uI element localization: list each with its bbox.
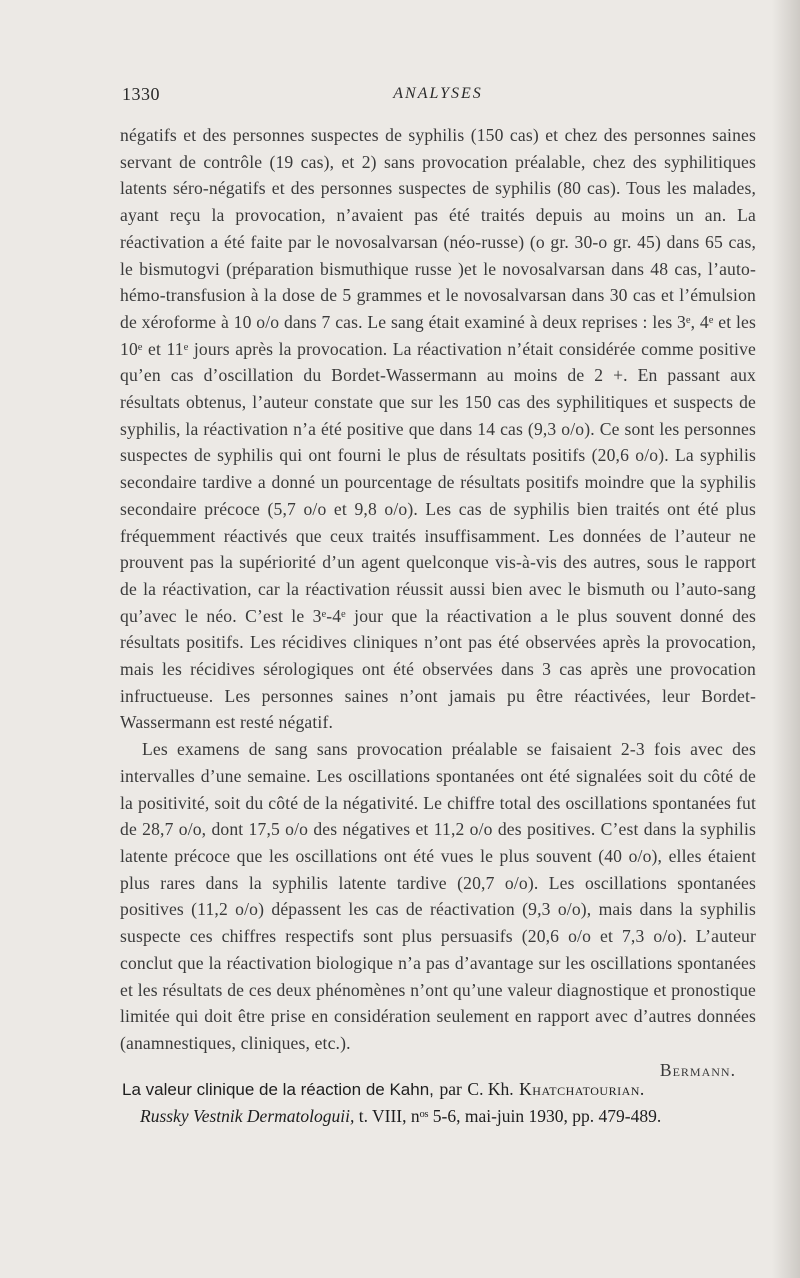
page-number: 1330	[122, 84, 160, 104]
author-signature: Bermann.	[659, 1059, 736, 1080]
article-body	[120, 122, 756, 1083]
bibliographic-reference	[122, 1076, 758, 1129]
paragraph: négatifs et des personnes suspectes de syphilis (150 cas) et chez des personnes saines servant de contrôle (19 cas), et 2) sans provocation préalable, chez des syphilitiques latents séro-négatifs et des personnes suspectes de syphilis (80 cas). Tous les malades, ayant reçu la provocation, n’avaient pas été traités depuis au moins un an. La réactivation a été faite par le novosalvarsan (néo-russe) (o gr. 30-o gr. 45) dans 65 cas, le bismutogvi (préparation bismuthique russe )et le novosalvarsan dans 48 cas, l’auto-hémo-transfusion à la dose de 5 grammes et le novosalvarsan dans 30 cas et l’émulsion de xéroforme à 10 o/o dans 7 cas. Le sang était examiné à deux reprises : les 3ᵉ, 4ᵉ et les 10ᵉ et 11ᵉ jours après la provocation. La réactivation n’était considérée comme positive qu’en cas d’oscillation du Bordet-Wassermann au moins de 2 +. En passant aux résultats obtenus, l’auteur constate que sur les 150 cas des syphilitiques et suspects de syphilis, la réactivation n’a été positive que dans 14 cas (9,3 o/o). Ce sont les personnes suspectes de syphilis qui ont fourni le plus de résultats positifs (20,6 o/o). La syphilis secondaire tardive a donné un pourcentage de résultats positifs moindre que la syphilis secondaire précoce (5,7 o/o et 9,8 o/o). Les cas de syphilis bien traités ont été plus fréquemment réactivés que ceux traités insuffisamment. Les données de l’auteur ne prouvent pas la supériorité d’un agent quelconque vis-à-vis des autres, sous le rapport de la réactivation, car la réactivation réussit aussi bien avec le bismuth ou l’auto-sang qu’avec le néo. C’est le 3ᵉ-4ᵉ jour que la réactivation a le plus souvent donné des résultats positifs. Les récidives cliniques n’ont pas été observées après la provocation, mais les récidives sérologiques ont été observées dans 3 cas après une provocation infructueuse. Les personnes saines n’ont jamais pu être réactivées, leur Bordet-Wassermann est resté négatif.	[120, 125, 756, 733]
reference-line-1	[122, 1076, 758, 1103]
running-title: ANALYSES	[393, 85, 483, 102]
paragraph: Les examens de sang sans provocation préalable se faisaient 2-3 fois avec des intervalles d’une semaine. Les oscillations spontanées ont été signalées soit du côté de la positivité, soit du côté de la négativité. Le chiffre total des oscillations spontanées fut de 28,7 o/o, dont 17,5 o/o des négatives et 11,2 o/o des positives. C’est dans la syphilis latente précoce que les oscillations ont été vues le plus souvent (40 o/o), elles étaient plus rares dans la syphilis latente tardive (20,7 o/o). Les oscillations spontanées positives (11,2 o/o) dépassent les cas de réactivation (9,3 o/o), mais dans la syphilis suspecte ces chiffres respectifs sont plus persuasifs (20,6 o/o et 7,3 o/o). L’auteur conclut que la réactivation biologique n’a pas d’avantage sur les oscillations spontanées et les résultats de ces deux phénomènes n’ont qu’une valeur diagnostique et pronostique limitée qui doit être prise en considération seulement en rapport avec d’autres données (anamnestiques, cliniques, etc.).	[120, 739, 756, 1053]
reference-title: La valeur clinique de la réaction de Kahn,	[122, 1080, 434, 1099]
reference-line-2	[122, 1103, 758, 1129]
reference-by: par	[439, 1079, 462, 1099]
reference-author-initials: C. Kh.	[467, 1079, 514, 1099]
page-edge-shadow	[772, 0, 800, 1278]
reference-author-surname: Khatchatourian.	[519, 1079, 645, 1099]
reference-journal: Russky Vestnik Dermatologuii,	[140, 1106, 355, 1126]
page-header	[122, 84, 754, 112]
reference-details: t. VIII, nᵒˢ 5-6, mai-juin 1930, pp. 479-489.	[358, 1106, 662, 1126]
